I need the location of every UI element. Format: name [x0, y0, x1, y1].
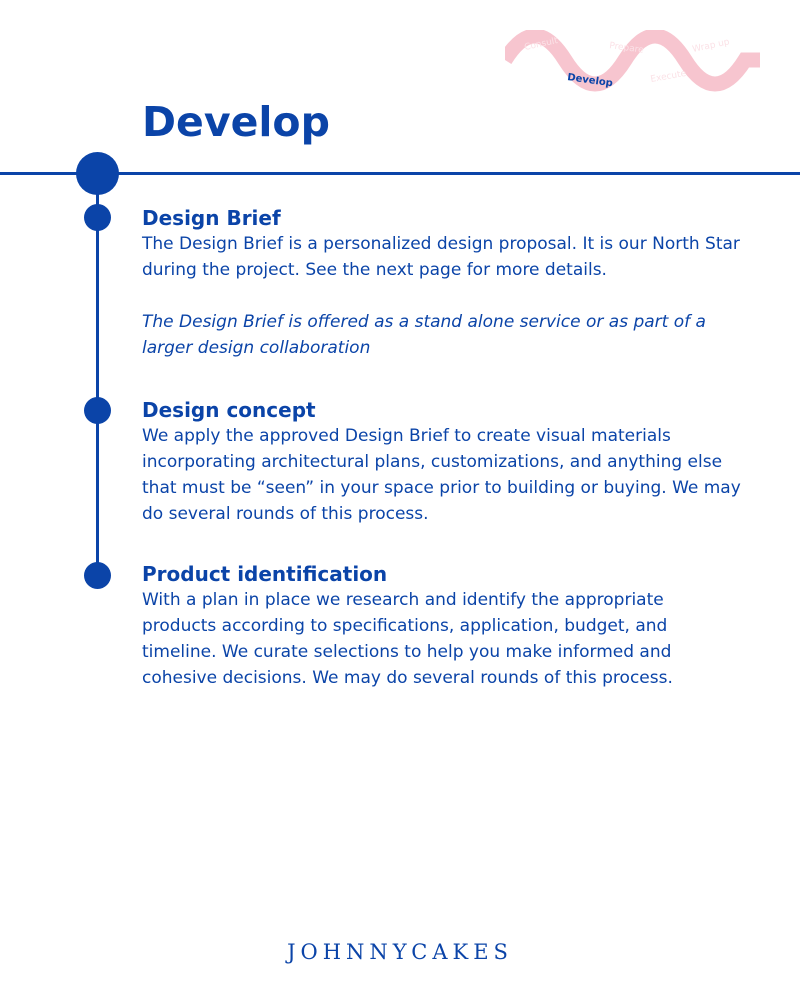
brand-wordmark: JOHNNYCAKES: [287, 940, 513, 964]
section-note: The Design Brief is offered as a stand alone service or as part of a larger design collaboration: [142, 312, 706, 358]
stage-consult-label: Consult: [523, 36, 559, 53]
timeline-dot-product-identification: [84, 562, 111, 589]
section-product-identification: [142, 561, 742, 691]
page-title: Develop: [142, 98, 330, 146]
timeline-start-dot: [76, 152, 119, 195]
section-heading: Design Brief: [142, 206, 281, 230]
stage-wrap-up-label: Wrap up: [691, 37, 731, 55]
timeline-line: [96, 190, 99, 575]
stage-develop-label: Develop: [566, 72, 614, 90]
section-body: The Design Brief is a personalized design proposal. It is our North Star during the project. See the next page for more details.: [142, 234, 740, 280]
timeline-dot-design-concept: [84, 397, 111, 424]
section-design-concept: [142, 397, 742, 527]
timeline-dot-design-brief: [84, 204, 111, 231]
section-design-brief: [142, 205, 742, 361]
section-heading: Design concept: [142, 398, 316, 422]
stage-prepare-label: Prepare: [608, 41, 645, 56]
section-heading: Product identification: [142, 562, 388, 586]
header-rule: [0, 172, 800, 175]
process-wave-graphic: [505, 30, 765, 100]
section-body: With a plan in place we research and identify the appropriate products according to specifications, application, budget, and timeline. We curate selections to help you make informed and cohesive decisions. We may do several rounds of this process.: [142, 590, 673, 688]
section-body: We apply the approved Design Brief to create visual materials incorporating architectural plans, customizations, and anything else that must be “seen” in your space prior to building or buying. We may do several rounds of this process.: [142, 426, 741, 524]
stage-execute-label: Execute: [649, 68, 687, 85]
